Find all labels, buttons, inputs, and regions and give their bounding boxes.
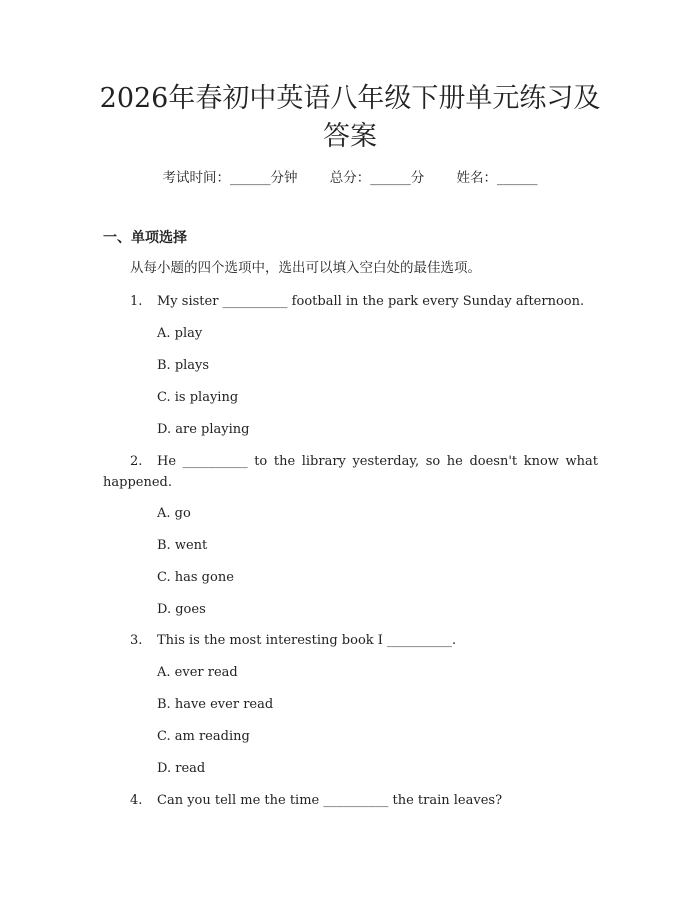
option-c: C. is playing bbox=[157, 390, 239, 405]
option-d: D. are playing bbox=[157, 422, 250, 437]
option-b: B. plays bbox=[157, 358, 210, 373]
question-number: 4. bbox=[130, 793, 143, 808]
question-text: He __________ to the library yesterday, so he doesn't know what happened. bbox=[103, 454, 598, 490]
section-heading: 一、单项选择 bbox=[103, 230, 187, 246]
option-a: A. play bbox=[157, 326, 203, 341]
question-number: 3. bbox=[130, 633, 143, 648]
question-text: Can you tell me the time __________ the train leaves? bbox=[157, 793, 503, 808]
student-name: 姓名：______ bbox=[456, 170, 538, 186]
option-a: A. go bbox=[157, 506, 191, 521]
option-c: C. has gone bbox=[157, 570, 234, 585]
question-number: 2. bbox=[130, 454, 143, 469]
option-d: D. goes bbox=[157, 602, 206, 617]
option-a: A. ever read bbox=[157, 665, 238, 680]
question-number: 1. bbox=[130, 294, 143, 309]
exam-total-score: 总分：______分 bbox=[329, 170, 425, 186]
option-b: B. went bbox=[157, 538, 208, 553]
question-text: My sister __________ football in the park every Sunday afternoon. bbox=[157, 294, 585, 309]
question-text: This is the most interesting book I __________. bbox=[157, 633, 457, 648]
option-d: D. read bbox=[157, 761, 206, 776]
section-instruction: 从每小题的四个选项中，选出可以填入空白处的最佳选项。 bbox=[130, 260, 481, 276]
exam-time: 考试时间：______分钟 bbox=[162, 170, 298, 186]
option-b: B. have ever read bbox=[157, 697, 274, 712]
option-c: C. am reading bbox=[157, 729, 250, 744]
exam-meta bbox=[0, 169, 700, 187]
document-title: 2026年春初中英语八年级下册单元练习及答案 bbox=[99, 83, 601, 152]
